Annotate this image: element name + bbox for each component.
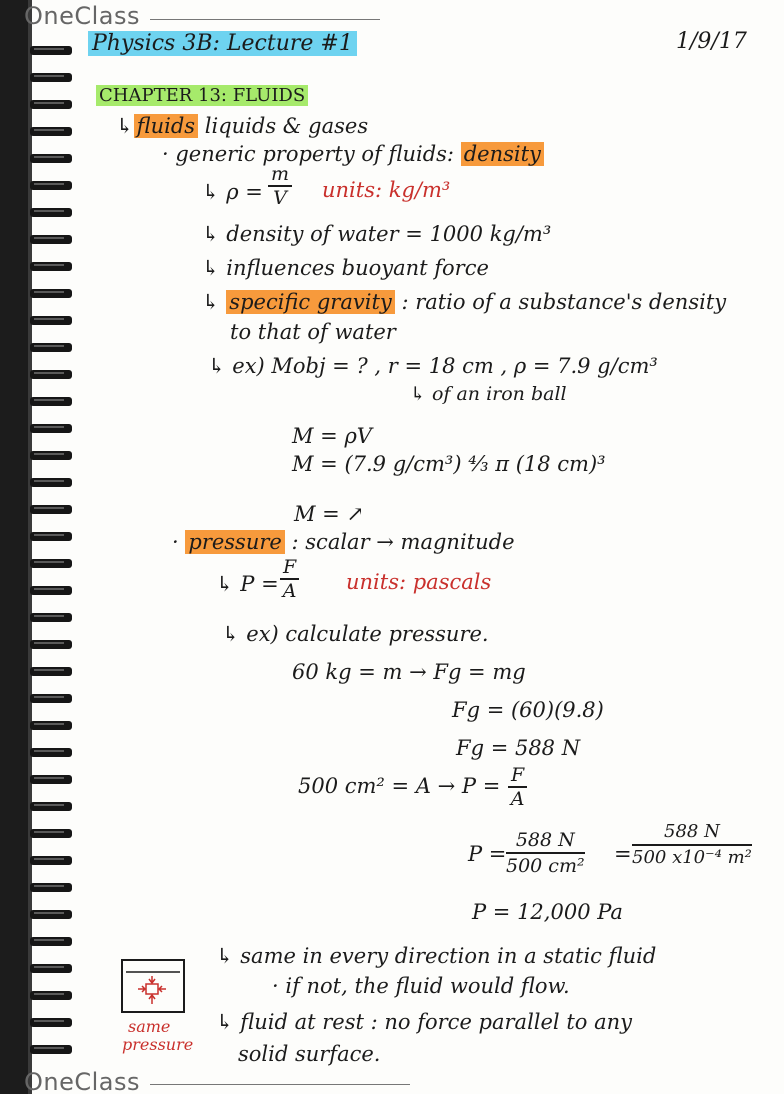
spiral-ring-highlight <box>34 183 64 185</box>
spiral-ring <box>30 100 72 109</box>
watermark-logo-top <box>24 2 140 30</box>
calc-5-equals: = <box>614 842 632 866</box>
spiral-ring <box>30 532 72 541</box>
calc-4-fraction <box>508 764 527 810</box>
pressure-example-line: ↳ ex) calculate pressure. <box>222 622 489 646</box>
note-line-3: ↳ fluid at rest : no force parallel to any <box>216 1010 632 1034</box>
spiral-ring <box>30 910 72 919</box>
watermark-line-top <box>150 19 380 20</box>
spiral-ring <box>30 1045 72 1054</box>
spiral-ring <box>30 235 72 244</box>
spiral-ring-highlight <box>34 1020 64 1022</box>
spiral-ring-highlight <box>34 318 64 320</box>
density-fraction <box>268 163 292 209</box>
lecture-date: 1/9/17 <box>676 29 747 54</box>
spiral-ring-highlight <box>34 129 64 131</box>
spiral-ring-highlight <box>34 453 64 455</box>
spiral-ring-highlight <box>34 804 64 806</box>
diagram-label-1: same <box>128 1017 171 1036</box>
spiral-ring-highlight <box>34 858 64 860</box>
calc-5-numerator-2: 588 N <box>632 820 752 846</box>
calc-line-4: 500 cm² = A → P = <box>298 774 501 798</box>
spiral-ring-highlight <box>34 642 64 644</box>
spiral-ring <box>30 802 72 811</box>
spiral-ring <box>30 208 72 217</box>
density-formula-lhs: ↳ ρ = <box>202 180 263 204</box>
density-numerator: m <box>268 163 292 187</box>
fluids-term: fluids <box>134 114 198 138</box>
spiral-ring <box>30 829 72 838</box>
spiral-ring-highlight <box>34 966 64 968</box>
density-term: density <box>461 142 544 166</box>
spiral-ring <box>30 424 72 433</box>
diagram-label-2: pressure <box>122 1035 194 1054</box>
spiral-ring <box>30 343 72 352</box>
calc-line-3: Fg = 588 N <box>456 736 581 760</box>
example-mass-line: ↳ ex) Mobj = ? , r = 18 cm , ρ = 7.9 g/cm³ <box>208 354 658 378</box>
pressure-denominator: A <box>282 580 297 602</box>
note-line-1: ↳ same in every direction in a static fluid <box>216 944 657 968</box>
calc-5-numerator-1: 588 N <box>506 828 585 854</box>
calc-4-numerator: F <box>508 764 527 788</box>
density-units: units: kg/m³ <box>322 178 451 202</box>
spiral-ring-highlight <box>34 345 64 347</box>
spiral-ring <box>30 478 72 487</box>
spiral-ring <box>30 694 72 703</box>
specific-gravity-line-2: to that of water <box>230 320 396 344</box>
calc-line-6: P = 12,000 Pa <box>472 900 623 924</box>
spiral-ring <box>30 73 72 82</box>
chapter-heading-text: CHAPTER 13: FLUIDS <box>96 85 308 106</box>
lecture-title <box>88 32 357 56</box>
spiral-ring-highlight <box>34 588 64 590</box>
spiral-ring <box>30 937 72 946</box>
calc-line-2: Fg = (60)(9.8) <box>452 698 604 722</box>
spiral-ring <box>30 397 72 406</box>
spiral-ring-highlight <box>34 507 64 509</box>
spiral-ring-highlight <box>34 912 64 914</box>
spiral-ring <box>30 46 72 55</box>
spiral-ring <box>30 262 72 271</box>
pressure-units: units: pascals <box>346 570 492 594</box>
generic-property-line <box>162 142 544 166</box>
pressure-fraction <box>280 556 299 602</box>
spiral-ring-highlight <box>34 777 64 779</box>
pressure-formula-lhs: ↳ P = <box>216 572 279 596</box>
spiral-ring-highlight <box>34 885 64 887</box>
watermark-logo-bottom <box>24 1068 140 1094</box>
specific-gravity-definition: : ratio of a substance's density <box>401 290 727 314</box>
note-line-2: · if not, the fluid would flow. <box>272 974 570 998</box>
density-denominator: V <box>273 187 287 209</box>
spiral-ring <box>30 451 72 460</box>
spiral-ring <box>30 586 72 595</box>
pressure-line <box>172 530 515 554</box>
spiral-ring <box>30 748 72 757</box>
mass-eq-2: M = (7.9 g/cm³) ⁴⁄₃ π (18 cm)³ <box>292 452 606 476</box>
buoyant-force-line: ↳ influences buoyant force <box>202 256 489 280</box>
specific-gravity-term: specific gravity <box>226 290 394 314</box>
beaker-diagram <box>116 954 192 1018</box>
water-density-line: ↳ density of water = 1000 kg/m³ <box>202 222 552 246</box>
generic-property-text: · generic property of fluids: <box>162 142 455 166</box>
pressure-bullet: · <box>172 530 179 554</box>
spiral-ring-highlight <box>34 561 64 563</box>
watermark-text: OneClass <box>24 2 141 30</box>
calc-line-5-lhs: P = <box>468 842 507 866</box>
spiral-ring-highlight <box>34 399 64 401</box>
sg-arrow: ↳ <box>202 290 220 314</box>
spiral-ring-highlight <box>34 237 64 239</box>
spiral-ring <box>30 721 72 730</box>
mass-eq-1: M = ρV <box>292 424 372 448</box>
spiral-ring-highlight <box>34 480 64 482</box>
pressure-numerator: F <box>280 556 299 580</box>
spiral-ring-highlight <box>34 48 64 50</box>
spiral-ring-highlight <box>34 426 64 428</box>
spiral-ring <box>30 640 72 649</box>
spiral-ring-highlight <box>34 1047 64 1049</box>
spiral-ring <box>30 667 72 676</box>
spiral-ring <box>30 289 72 298</box>
spiral-ring <box>30 775 72 784</box>
spiral-ring-highlight <box>34 615 64 617</box>
spiral-ring-highlight <box>34 156 64 158</box>
spiral-ring <box>30 316 72 325</box>
spiral-ring-highlight <box>34 669 64 671</box>
watermark-text-bottom: OneClass <box>24 1068 141 1094</box>
fluids-line: ↳ fluids liquids & gases <box>116 114 369 138</box>
spiral-ring-highlight <box>34 750 64 752</box>
calc-5-fraction-1 <box>506 828 585 878</box>
spiral-ring-highlight <box>34 372 64 374</box>
spiral-ring <box>30 181 72 190</box>
lecture-title-text: Physics 3B: Lecture #1 <box>88 31 357 56</box>
calc-5-denominator-2: 500 x10⁻⁴ m² <box>632 847 752 868</box>
pressure-term: pressure <box>185 530 284 554</box>
spiral-ring-highlight <box>34 939 64 941</box>
spiral-ring-highlight <box>34 102 64 104</box>
calc-line-1: 60 kg = m → Fg = mg <box>292 660 526 684</box>
spiral-ring-highlight <box>34 264 64 266</box>
spiral-ring-highlight <box>34 696 64 698</box>
spiral-ring <box>30 505 72 514</box>
calc-5-denominator-1: 500 cm² <box>506 855 585 877</box>
watermark-line-bottom <box>150 1084 410 1085</box>
spiral-ring-highlight <box>34 723 64 725</box>
calc-5-fraction-2 <box>632 820 752 870</box>
spiral-ring <box>30 370 72 379</box>
fluids-definition: liquids & gases <box>204 114 369 138</box>
spiral-ring <box>30 559 72 568</box>
spiral-ring-highlight <box>34 291 64 293</box>
spiral-ring <box>30 991 72 1000</box>
specific-gravity-line <box>202 290 726 314</box>
spiral-ring <box>30 883 72 892</box>
pressure-definition: : scalar → magnitude <box>291 530 515 554</box>
spiral-ring-highlight <box>34 75 64 77</box>
spiral-ring-highlight <box>34 831 64 833</box>
chapter-heading <box>96 84 308 108</box>
calc-4-denominator: A <box>510 788 525 810</box>
spiral-ring-highlight <box>34 993 64 995</box>
spiral-ring <box>30 127 72 136</box>
spiral-ring-highlight <box>34 210 64 212</box>
spiral-binding <box>0 0 86 1094</box>
note-line-4: solid surface. <box>238 1042 381 1066</box>
spiral-ring <box>30 154 72 163</box>
spiral-ring <box>30 964 72 973</box>
spiral-ring <box>30 613 72 622</box>
spiral-ring <box>30 1018 72 1027</box>
spiral-ring-highlight <box>34 534 64 536</box>
example-iron-ball: ↳ of an iron ball <box>410 383 567 405</box>
spiral-ring <box>30 856 72 865</box>
mass-eq-3: M = ↗ <box>294 502 365 526</box>
